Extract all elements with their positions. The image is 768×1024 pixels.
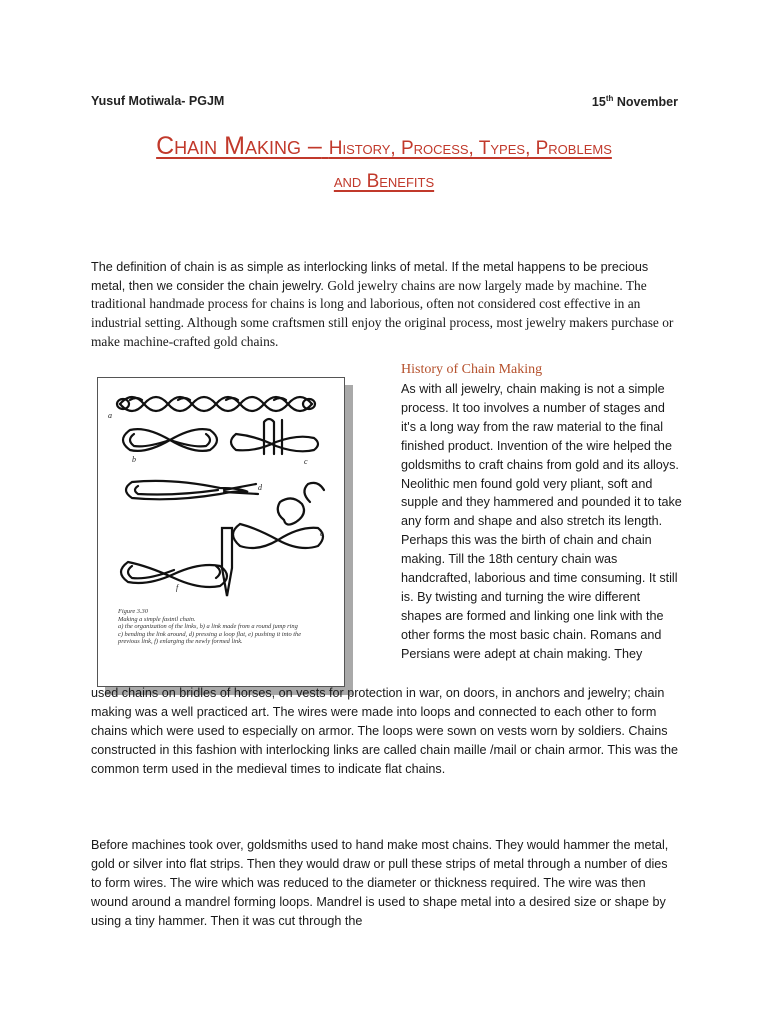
intro-text-part1: The definition of chain is as simple as interlocking links of metal. If the metal happens to be precious metal, then we consider the chain jewelry. bbox=[91, 260, 649, 293]
chain-link-b bbox=[123, 429, 217, 451]
figure-caption-line1: Making a simple fastnil chain. bbox=[118, 615, 196, 623]
date-month: November bbox=[613, 95, 678, 109]
author-name: Yusuf Motiwala- PGJM bbox=[91, 94, 225, 108]
process-paragraph: Before machines took over, goldsmiths used to hand make most chains. They would hammer the metal, gold or silver into flat strips. Then they would draw or pull these strips of metal through a number of dies to form wires. The wire which was reduced to the diameter or thickness required. The wire was then wound around a mandrel forming loops. Mandrel is used to shape metal into a desired size or shape by using a tiny hammer. Then it was cut through the bbox=[91, 838, 669, 928]
figure-label-d: d bbox=[258, 483, 262, 492]
chain-making-figure bbox=[97, 377, 345, 687]
title-subtitle-line2: and Benefits bbox=[333, 171, 435, 192]
intro-text-part2: Gold jewelry chains are now largely made by machine. The traditional handmade process for chains is long and laborious, often not considered cost effective in an industrial setting. Although some craftsmen still enjoy the original process, most jewelry makers purchase or make machine-crafted gold chains. bbox=[91, 277, 674, 349]
history-heading: History of Chain Making bbox=[401, 362, 543, 377]
document-date bbox=[592, 94, 678, 109]
chain-link-d bbox=[126, 481, 258, 499]
date-ordinal: th bbox=[605, 94, 614, 103]
document-header bbox=[91, 94, 678, 112]
figure-label-c: c bbox=[304, 457, 308, 466]
figure-label-b: b bbox=[132, 455, 136, 464]
figure-caption-line4: previous link, f) enlarging the newly formed link. bbox=[118, 638, 243, 646]
history-full-width-text: used chains on bridles of horses, on vests for protection in war, on doors, in anchors and jewelry; chain making was a well practiced art. The wires were made into loops and connected to each other to form chains which were used to especially on armor. The loops were sown on vests worn by soldiers. Chains constructed in this fashion with interlocking links are called chain maille /mail or chain armor. This was the common term used in the medieval times to indicate flat chains. bbox=[91, 686, 679, 776]
history-column-text: As with all jewelry, chain making is not a simple process. It too involves a number of stages and it's a long way from the raw material to the final finished product. Invention of the wire helped the goldsmiths to craft chains from gold and its alloys. Neolithic men found gold very pliant, soft and supple and they hammered and pounded it to take any form and shape and also stretch its length. Perhaps this was the birth of chain and chain making. Till the 18th century chain was handcrafted, laborious and time consuming. It still is. By twisting and turning the wire different shapes are formed and linking one link with the other forms the most basic chain. Romans and Persians were adept at chain making. They bbox=[401, 382, 682, 661]
figure-label-f: f bbox=[176, 583, 179, 592]
chain-links-row-a bbox=[117, 397, 315, 411]
title-subtitle-line1: History, Process, Types, Problems bbox=[328, 138, 612, 159]
title-main: Chain Making – bbox=[156, 132, 322, 160]
figure-label-e: e bbox=[320, 529, 324, 538]
intro-paragraph bbox=[91, 258, 680, 352]
figure-caption-line3: c) bending the link around, d) pressing a loop flat, e) pushing it into the bbox=[118, 630, 302, 638]
figure-label-a: a bbox=[108, 411, 112, 420]
chain-link-c bbox=[231, 419, 318, 454]
page-title bbox=[60, 128, 708, 196]
date-day: 15 bbox=[591, 95, 606, 109]
figure-caption-line2: a) the organization of the links, b) a link made from a round jump ring bbox=[118, 623, 298, 631]
figure-caption-title: Figure 3.30 bbox=[118, 608, 148, 615]
figure-caption bbox=[118, 608, 328, 646]
